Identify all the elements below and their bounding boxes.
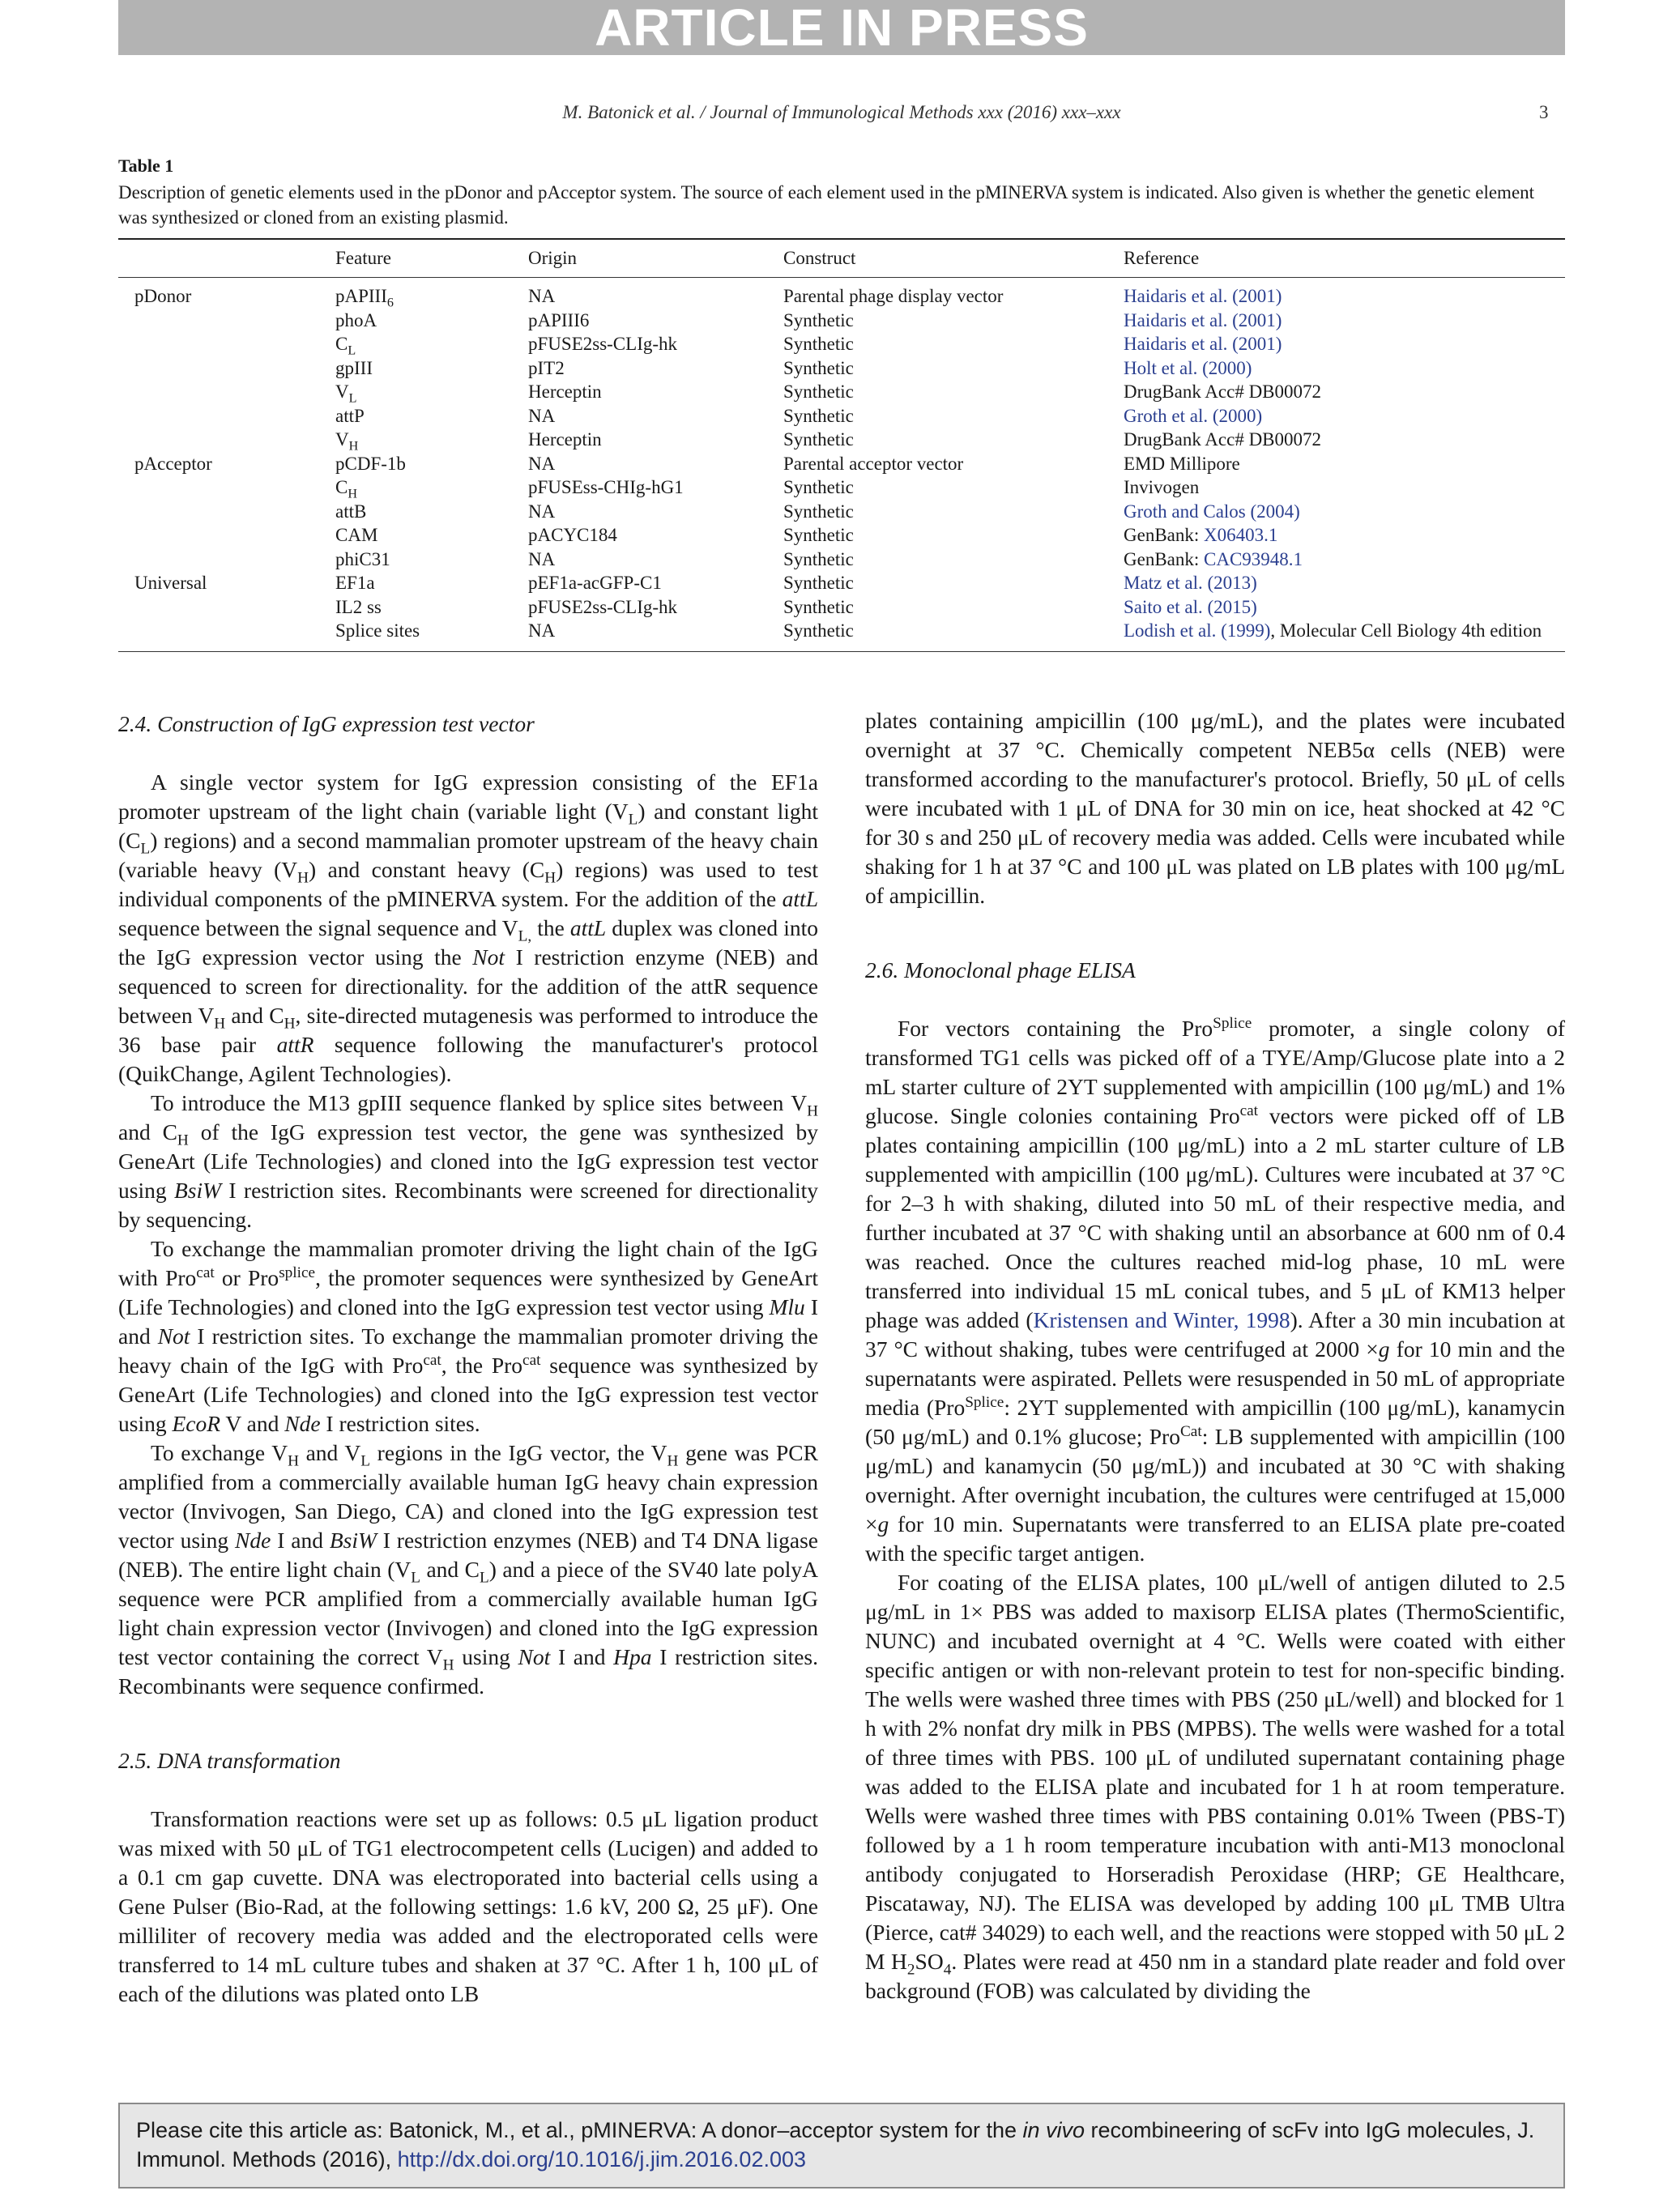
construct-cell: Synthetic <box>783 381 854 402</box>
construct-cell: Parental acceptor vector <box>783 453 964 474</box>
right-column <box>865 706 1565 2005</box>
construct-cell: Synthetic <box>783 477 854 497</box>
group-cell: pDonor <box>134 286 192 306</box>
group-cell <box>118 597 335 621</box>
feature-cell: EF1a <box>335 573 375 593</box>
table-row <box>118 549 1565 573</box>
table-row <box>118 620 1565 651</box>
genetic-elements-table <box>118 240 1565 651</box>
section-2-5-title: 2.5. DNA transformation <box>118 1748 341 1773</box>
reference-link[interactable]: Saito et al. (2015) <box>1124 596 1257 617</box>
origin-cell: pFUSEss-CHIg-hG1 <box>528 477 684 497</box>
origin-cell: pFUSE2ss-CLIg-hk <box>528 334 678 354</box>
reference-link[interactable]: X06403.1 <box>1204 525 1278 545</box>
reference-cell <box>1124 358 1565 382</box>
reference-link[interactable]: Groth and Calos (2004) <box>1124 501 1300 522</box>
group-cell <box>118 525 335 549</box>
origin-cell: pEF1a-acGFP-C1 <box>528 573 662 593</box>
origin-cell: Herceptin <box>528 381 602 402</box>
table-header-cell: Feature <box>335 248 391 268</box>
construct-cell: Synthetic <box>783 620 854 641</box>
section-2-4-paragraph: To exchange the mammalian promoter driving the light chain of the IgG with Pro$^{cat}$ or Pro$^{splice}$, the promoter sequences were synthesized by GeneArt (Life Technologies) and cloned into the IgG expression test vector using Mlu I and Not I restriction sites. To exchange the mammalian promoter driving the heavy chain of the IgG with Pro$^{cat}$, the Pro$^{cat}$ sequence was synthesized by GeneArt (Life Technologies) and cloned into the IgG expression test vector using EcoR V and Nde I restriction sites. <box>118 1236 818 1436</box>
citation-box <box>118 2103 1565 2189</box>
table-row <box>118 381 1565 406</box>
feature-cell: IL2 ss <box>335 596 382 617</box>
page-number: 3 <box>1539 102 1549 122</box>
section-2-4-paragraph: A single vector system for IgG expression consisting of the EF1a promoter upstream of the light chain (variable light $(V_L)$ and constant light $(C_L)$ regions) and a second mammalian promoter upstream of the heavy chain (variable heavy $(V_H)$ and constant heavy $(C_H)$ regions) was used to test individual components of the pMINERVA system. For the addition of the attL sequence between the signal sequence and $V_{L,}$ the attL duplex was cloned into the IgG expression vector using the Not I restriction enzyme (NEB) and sequenced to screen for directionality. for the addition of the attR sequence between $V_H$ and $C_H$, site-directed mutagenesis was performed to introduce the 36 base pair attR sequence following the manufacturer's protocol (QuikChange, Agilent Technologies). <box>118 769 819 1086</box>
reference-cell <box>1124 278 1565 310</box>
section-2-4-paragraph: To introduce the M13 gpIII sequence flanked by splice sites between $V_H$ and $C_H$ of the IgG expression test vector, the gene was synthesized by GeneArt (Life Technologies) and cloned into the IgG expression test vector using BsiW I restriction sites. Recombinants were screened for directionality by sequencing. <box>118 1090 819 1232</box>
group-cell: Universal <box>134 573 207 593</box>
feature-cell: $C_L$ <box>335 334 356 358</box>
table-header-cell: Reference <box>1124 248 1200 268</box>
section-2-5-paragraph: Transformation reactions were set up as follows: 0.5 μL ligation product was mixed with 50 μL of TG1 electrocompetent cells (Lucigen) and added to a 0.1 cm gap cuvette. DNA was electroporated into bacterial cells using a Gene Pulser (Bio-Rad, at the following settings: 1.6 kV, 200 Ω, 25 μF). One milliliter of recovery media was added and the electroporated cells were transferred to 14 mL culture tubes and shaken at 37 °C. After 1 h, 100 μL of each of the dilutions was plated onto LB <box>118 1806 818 2006</box>
table-row <box>118 477 1565 501</box>
reference-link[interactable]: Groth et al. (2000) <box>1124 405 1263 426</box>
construct-cell: Synthetic <box>783 525 854 545</box>
construct-cell: Synthetic <box>783 334 854 354</box>
group-cell <box>118 429 335 454</box>
construct-cell: Synthetic <box>783 501 854 522</box>
reference-cell: DrugBank Acc# DB00072 <box>1124 381 1322 402</box>
table-row <box>118 334 1565 358</box>
citation-text: Please cite this article as: Batonick, M., et al., pMINERVA: A donor–acceptor system for the <box>136 2118 1023 2142</box>
origin-cell: NA <box>528 453 556 474</box>
table-row <box>118 358 1565 382</box>
reference-cell: GenBank: CAC93948.1 <box>1124 548 1303 569</box>
table-row <box>118 573 1565 597</box>
section-2-6-paragraph: For vectors containing the Pro$^{Splice}$ promoter, a single colony of transformed TG1 cells was picked off of a TYE/Amp/Glucose plate into a 2 mL starter culture of 2YT supplemented with ampicillin (100 μg/mL) and 1% glucose. Single colonies containing Pro$^{cat}$ vectors were picked off of LB plates containing ampicillin (100 μg/mL) into a 2 mL starter culture of LB supplemented with ampicillin (100 μg/mL). Cultures were incubated at 37 °C for 2–3 h with shaking, diluted into 50 mL of their respective media, and further incubated at 37 °C with shaking until an absorbance at 600 nm of 0.4 was reached. Once the cultures reached mid-log phase, 10 mL were transferred into individual 15 mL conical tubes, and 5 μL of KM13 helper phage was added (Kristensen and Winter, 1998). After a 30 min incubation at 37 °C without shaking, tubes were centrifuged at 2000 ×g for 10 min and the supernatants were aspirated. Pellets were resuspended in 50 mL of appropriate media (Pro$^{Splice}$: 2YT supplemented with ampicillin (100 μg/mL), kanamycin (50 μg/mL) and 0.1% glucose; Pro$^{Cat}$: LB supplemented with ampicillin (100 μg/mL) and kanamycin (50 μg/mL)) and incubated at 30 °C with shaking overnight. After overnight incubation, the cultures were centrifuged at 15,000 ×g for 10 min. Supernatants were transferred to an ELISA plate pre-coated with the specific target antigen. <box>865 1014 1565 1566</box>
construct-cell: Synthetic <box>783 405 854 426</box>
feature-cell: CAM <box>335 525 378 545</box>
origin-cell: NA <box>528 501 556 522</box>
table-header-cell: Construct <box>783 248 856 268</box>
reference-link[interactable]: Holt et al. (2000) <box>1124 357 1252 378</box>
reference-cell <box>1124 406 1565 430</box>
feature-cell: attB <box>335 501 367 522</box>
reference-link[interactable]: Haidaris et al. (2001) <box>1124 334 1282 354</box>
construct-cell: Parental phage display vector <box>783 286 1004 306</box>
origin-cell: NA <box>528 548 556 569</box>
construct-cell: Synthetic <box>783 573 854 593</box>
table-row <box>118 454 1565 478</box>
section-2-6-paragraph: For coating of the ELISA plates, 100 μL/well of antigen diluted to 2.5 μg/mL in 1× PBS was added to maxisorp ELISA plates (ThermoScientific, NUNC) and incubated overnight at 4 °C. Wells were coated with either specific antigen or with non-relevant protein to test for non-specific binding. The wells were washed three times with PBS (250 μL/well) and blocked for 1 h with 2% nonfat dry milk in PBS (MPBS). The wells were washed for a total of three times with PBS. 100 μL of undiluted supernatant containing phage was added to the ELISA plate and incubated for 1 h at room temperature. Wells were washed three times with PBS containing 0.01% Tween (PBS-T) followed by a 1 h room temperature incubation with anti-M13 monoclonal antibody conjugated to Horseradish Peroxidase (HRP; GE Healthcare, Piscataway, NJ). The ELISA was developed by adding 100 μL TMB Ultra (Pierce, cat# 34029) to each well, and the reactions were stopped with 50 μL 2 M $H_2SO_4$. Plates were read at 450 nm in a standard plate reader and fold over background (FOB) was calculated by dividing the <box>865 1570 1565 2003</box>
section-2-4-title: 2.4. Construction of IgG expression test vector <box>118 711 535 736</box>
feature-cell: pAPIII$_6$ <box>335 286 394 310</box>
table-body <box>118 278 1565 651</box>
feature-cell: pCDF-1b <box>335 453 406 474</box>
reference-cell <box>1124 501 1565 526</box>
origin-cell: Herceptin <box>528 429 602 450</box>
feature-cell: $V_L$ <box>335 381 357 406</box>
group-cell <box>118 310 335 335</box>
section-2-4-paragraph: To exchange $V_H$ and $V_L$ regions in the IgG vector, the $V_H$ gene was PCR amplified from a commercially available human IgG heavy chain expression vector (Invivogen, San Diego, CA) and cloned into the IgG expression test vector using Nde I and BsiW I restriction enzymes (NEB) and T4 DNA ligase (NEB). The entire light chain ($V_L$ and $C_L$) and a piece of the SV40 late polyA sequence were PCR amplified from a commercially available human IgG light chain expression vector (Invivogen) and cloned into the IgG expression test vector containing the correct $V_H$ using Not I and Hpa I restriction sites. Recombinants were sequence confirmed. <box>118 1440 818 1698</box>
group-cell <box>118 501 335 526</box>
group-cell: pAcceptor <box>134 453 212 474</box>
reference-link[interactable]: Haidaris et al. (2001) <box>1124 286 1282 306</box>
table-header-cell: Origin <box>528 248 578 268</box>
reference-cell <box>1124 597 1565 621</box>
table-row <box>118 406 1565 430</box>
table-header-row <box>118 240 1565 277</box>
feature-cell: $V_H$ <box>335 429 359 454</box>
citation-italic: in vivo <box>1022 2118 1085 2142</box>
feature-cell: attP <box>335 405 365 426</box>
table-caption: Description of genetic elements used in the pDonor and pAcceptor system. The source of each element used in the pMINERVA system is indicated. Also given is whether the genetic element was synthesized or cloned from an existing plasmid. <box>118 182 1535 228</box>
table-row <box>118 597 1565 621</box>
table-header-cell <box>118 240 335 277</box>
construct-cell: Synthetic <box>783 429 854 450</box>
table-row <box>118 278 1565 310</box>
reference-cell: Lodish et al. (1999), Molecular Cell Biology 4th edition <box>1124 620 1542 641</box>
reference-cell: EMD Millipore <box>1124 453 1240 474</box>
feature-cell: Splice sites <box>335 620 420 641</box>
construct-cell: Synthetic <box>783 596 854 617</box>
running-head: M. Batonick et al. / Journal of Immunological Methods xxx (2016) xxx–xxx <box>562 102 1121 122</box>
table-row <box>118 429 1565 454</box>
table-bottom-rule <box>118 651 1565 652</box>
table-row <box>118 501 1565 526</box>
origin-cell: NA <box>528 620 556 641</box>
group-cell <box>118 549 335 573</box>
reference-cell: DrugBank Acc# DB00072 <box>1124 429 1322 450</box>
feature-cell: phoA <box>335 309 377 330</box>
construct-cell: Synthetic <box>783 357 854 378</box>
feature-cell: $C_H$ <box>335 477 357 501</box>
origin-cell: pACYC184 <box>528 525 617 545</box>
group-cell <box>118 477 335 501</box>
reference-link[interactable]: Haidaris et al. (2001) <box>1124 309 1282 330</box>
reference-cell <box>1124 334 1565 358</box>
table-label: Table 1 <box>118 156 174 176</box>
table-1 <box>118 238 1565 652</box>
doi-link[interactable]: http://dx.doi.org/10.1016/j.jim.2016.02.003 <box>397 2147 807 2172</box>
reference-link[interactable]: CAC93948.1 <box>1204 548 1303 569</box>
reference-cell: Invivogen <box>1124 477 1200 497</box>
reference-link[interactable]: Lodish et al. (1999) <box>1124 620 1271 641</box>
group-cell <box>118 334 335 358</box>
group-cell <box>118 381 335 406</box>
origin-cell: pAPIII6 <box>528 309 590 330</box>
group-cell <box>118 358 335 382</box>
section-2-5-paragraph: plates containing ampicillin (100 μg/mL), and the plates were incubated overnight at 37 °C. Chemically competent NEB5α cells (NEB) were transformed according to the manufacturer's protocol. Briefly, 50 μL of cells were incubated with 1 μL of DNA for 30 min on ice, heat shocked at 42 °C for 30 s and 250 μL of recovery media was added. Cells were incubated while shaking for 1 h at 37 °C and 100 μL was plated on LB plates with 100 μg/mL of ampicillin. <box>865 708 1565 908</box>
construct-cell: Synthetic <box>783 548 854 569</box>
table-row <box>118 310 1565 335</box>
section-2-6-title: 2.6. Monoclonal phage ELISA <box>865 957 1136 982</box>
reference-cell <box>1124 573 1565 597</box>
feature-cell: phiC31 <box>335 548 390 569</box>
group-cell <box>118 620 335 651</box>
origin-cell: NA <box>528 405 556 426</box>
citation-text: recombineering of scFv into IgG molecules, J. Immunol. Methods (2016), <box>136 2118 1535 2172</box>
construct-cell: Synthetic <box>783 309 854 330</box>
reference-cell: GenBank: X06403.1 <box>1124 525 1278 545</box>
group-cell <box>118 406 335 430</box>
origin-cell: NA <box>528 286 556 306</box>
origin-cell: pIT2 <box>528 357 565 378</box>
reference-link[interactable]: Matz et al. (2013) <box>1124 573 1257 593</box>
origin-cell: pFUSE2ss-CLIg-hk <box>528 596 678 617</box>
feature-cell: gpIII <box>335 357 373 378</box>
article-in-press-banner: ARTICLE IN PRESS <box>118 0 1565 55</box>
reference-cell <box>1124 310 1565 335</box>
table-row <box>118 525 1565 549</box>
left-column <box>118 710 818 2009</box>
